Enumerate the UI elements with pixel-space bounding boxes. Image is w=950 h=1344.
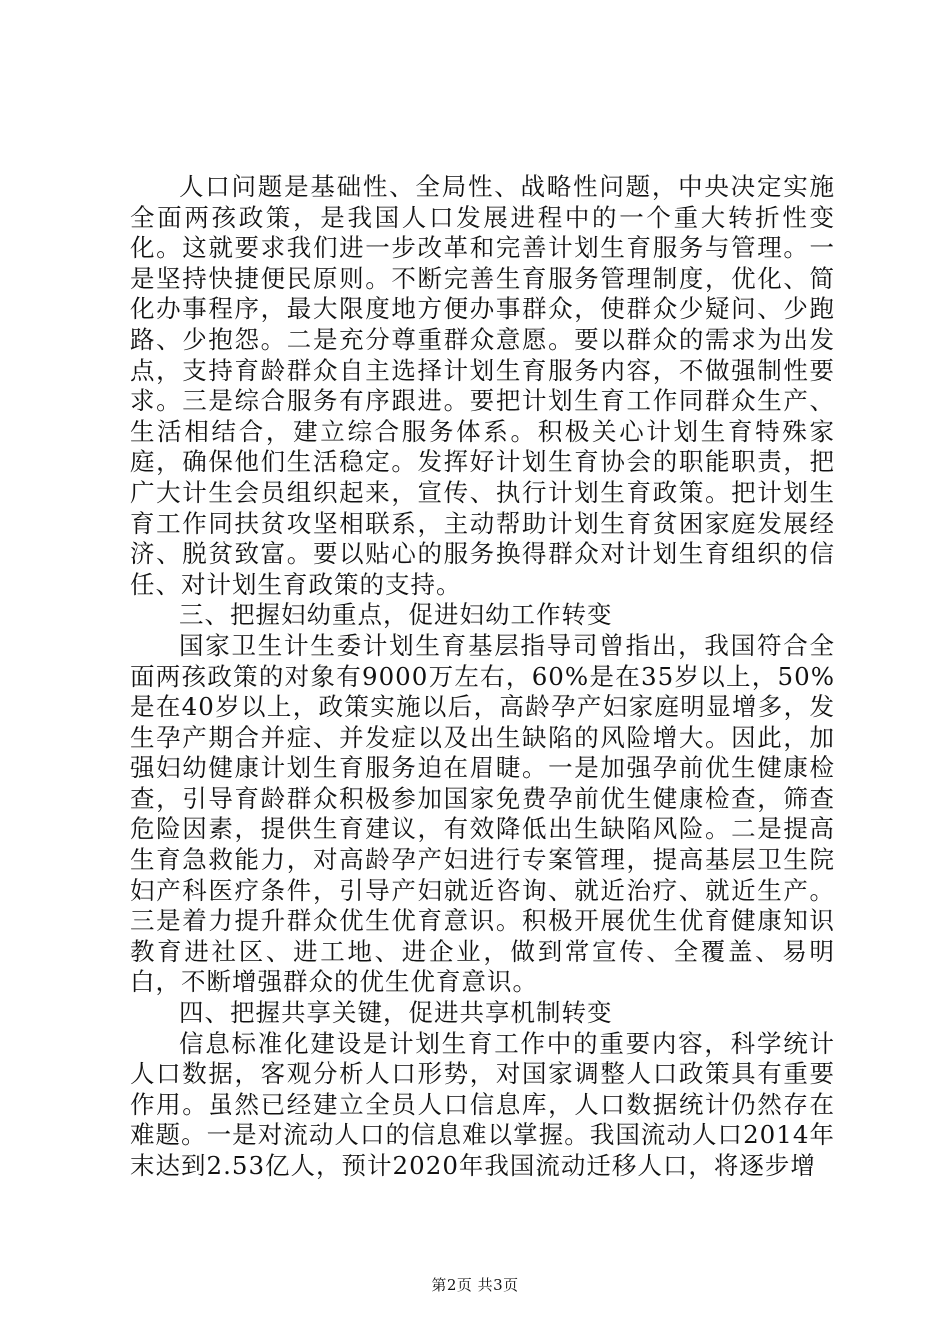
page-footer: 第2页 共3页	[431, 1276, 519, 1294]
paragraph-maternal-child-health: 国家卫生计生委计划生育基层指导司曾指出，我国符合全面两孩政策的对象有9000万左右，60%是在35岁以上，50%是在40岁以上，政策实施以后，高龄孕产妇家庭明显增多，发生孕产期合并症、并发症以及出生缺陷的风险增大。因此，加强妇幼健康计划生育服务迫在眉睫。一是加强孕前优生健康检查，引导育龄群众积极参加国家免费孕前优生健康检查，筛查危险因素，提供生育建议，有效降低出生缺陷风险。二是提高生育急救能力，对高龄孕产妇进行专案管理，提高基层卫生院妇产科医疗条件，引导产妇就近咨询、就近治疗、就近生产。三是着力提升群众优生优育意识。积极开展优生优育健康知识教育进社区、进工地、进企业，做到常宣传、全覆盖、易明白，不断增强群众的优生优育意识。	[130, 630, 835, 997]
document-body	[130, 172, 835, 1182]
paragraph-information-standardization: 信息标准化建设是计划生育工作中的重要内容，科学统计人口数据，客观分析人口形势，对国家调整人口政策具有重要作用。虽然已经建立全员人口信息库，人口数据统计仍然存在难题。一是对流动人口的信息难以掌握。我国流动人口2014年末达到2.53亿人，预计2020年我国流动迁移人口，将逐步增	[130, 1028, 835, 1180]
section-heading-sharing-mechanism: 四、把握共享关键，促进共享机制转变	[179, 998, 613, 1028]
paragraph-population-policy: 人口问题是基础性、全局性、战略性问题，中央决定实施全面两孩政策，是我国人口发展进程中的一个重大转折性变化。这就要求我们进一步改革和完善计划生育服务与管理。一是坚持快捷便民原则。不断完善生育服务管理制度，优化、简化办事程序，最大限度地方便办事群众，使群众少疑问、少跑路、少抱怨。二是充分尊重群众意愿。要以群众的需求为出发点，支持育龄群众自主选择计划生育服务内容，不做强制性要求。三是综合服务有序跟进。要把计划生育工作同群众生产、生活相结合，建立综合服务体系。积极关心计划生育特殊家庭，确保他们生活稳定。发挥好计划生育协会的职能职责，把广大计生会员组织起来，宣传、执行计划生育政策。把计划生育工作同扶贫攻坚相联系，主动帮助计划生育贫困家庭发展经济、脱贫致富。要以贴心的服务换得群众对计划生育组织的信任、对计划生育政策的支持。	[130, 172, 835, 599]
section-heading-maternal-child: 三、把握妇幼重点，促进妇幼工作转变	[179, 600, 613, 630]
